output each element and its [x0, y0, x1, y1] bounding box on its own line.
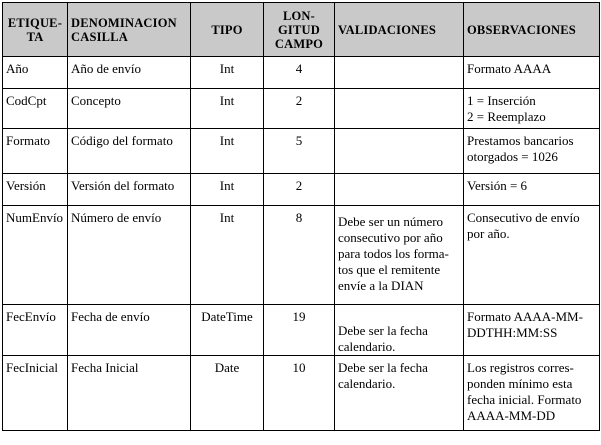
table-row	[3, 174, 600, 206]
table-row	[3, 129, 600, 174]
table-row	[3, 206, 600, 305]
cell-longitud: 4	[264, 57, 335, 89]
cell-tipo: Int	[191, 89, 264, 129]
cell-validaciones	[335, 174, 464, 206]
cell-etiqueta: Versión	[3, 174, 68, 206]
cell-observaciones: Versión = 6	[464, 174, 600, 206]
cell-longitud: 2	[264, 89, 335, 129]
table-row	[3, 356, 600, 431]
cell-observaciones: Los registros corres- ponden mínimo esta fecha inicial. Formato AAAA-MM-DD	[464, 356, 600, 431]
cell-longitud: 5	[264, 129, 335, 174]
header-validaciones: VALIDACIONES	[335, 3, 464, 57]
cell-etiqueta: NumEnvío	[3, 206, 68, 305]
header-tipo: TIPO	[191, 3, 264, 57]
cell-denominacion: Año de envío	[68, 57, 191, 89]
cell-denominacion: Concepto	[68, 89, 191, 129]
header-etiqueta: ETIQUE- TA	[3, 3, 68, 57]
cell-denominacion: Versión del formato	[68, 174, 191, 206]
cell-validaciones: Debe ser la fecha calendario.	[335, 305, 464, 356]
cell-denominacion: Número de envío	[68, 206, 191, 305]
cell-longitud: 10	[264, 356, 335, 431]
cell-longitud: 8	[264, 206, 335, 305]
specification-table	[2, 2, 600, 431]
cell-etiqueta: Formato	[3, 129, 68, 174]
cell-observaciones: Prestamos bancarios otorgados = 1026	[464, 129, 600, 174]
cell-validaciones	[335, 129, 464, 174]
cell-denominacion: Fecha de envío	[68, 305, 191, 356]
header-longitud: LON- GITUD CAMPO	[264, 3, 335, 57]
cell-tipo: Int	[191, 206, 264, 305]
cell-observaciones: 1 = Inserción 2 = Reemplazo	[464, 89, 600, 129]
table-header	[3, 3, 600, 57]
cell-validaciones: Debe ser un número consecutivo por año para todos los forma- tos que el remitente envíe a la DIAN	[335, 206, 464, 305]
cell-etiqueta: FecEnvío	[3, 305, 68, 356]
table-row	[3, 89, 600, 129]
cell-validaciones	[335, 57, 464, 89]
cell-etiqueta: FecInicial	[3, 356, 68, 431]
cell-observaciones: Formato AAAA-MM- DDTHH:MM:SS	[464, 305, 600, 356]
cell-longitud: 19	[264, 305, 335, 356]
cell-denominacion: Fecha Inicial	[68, 356, 191, 431]
table-row	[3, 57, 600, 89]
cell-tipo: Int	[191, 129, 264, 174]
cell-tipo: Int	[191, 57, 264, 89]
cell-denominacion: Código del formato	[68, 129, 191, 174]
cell-longitud: 2	[264, 174, 335, 206]
header-observaciones: OBSERVACIONES	[464, 3, 600, 57]
cell-tipo: DateTime	[191, 305, 264, 356]
cell-observaciones: Formato AAAA	[464, 57, 600, 89]
cell-validaciones: Debe ser la fecha calendario.	[335, 356, 464, 431]
table-body	[3, 57, 600, 431]
cell-etiqueta: CodCpt	[3, 89, 68, 129]
cell-tipo: Int	[191, 174, 264, 206]
header-denominacion: DENOMINACION CASILLA	[68, 3, 191, 57]
table-row	[3, 305, 600, 356]
cell-etiqueta: Año	[3, 57, 68, 89]
cell-observaciones: Consecutivo de envío por año.	[464, 206, 600, 305]
cell-validaciones	[335, 89, 464, 129]
cell-tipo: Date	[191, 356, 264, 431]
